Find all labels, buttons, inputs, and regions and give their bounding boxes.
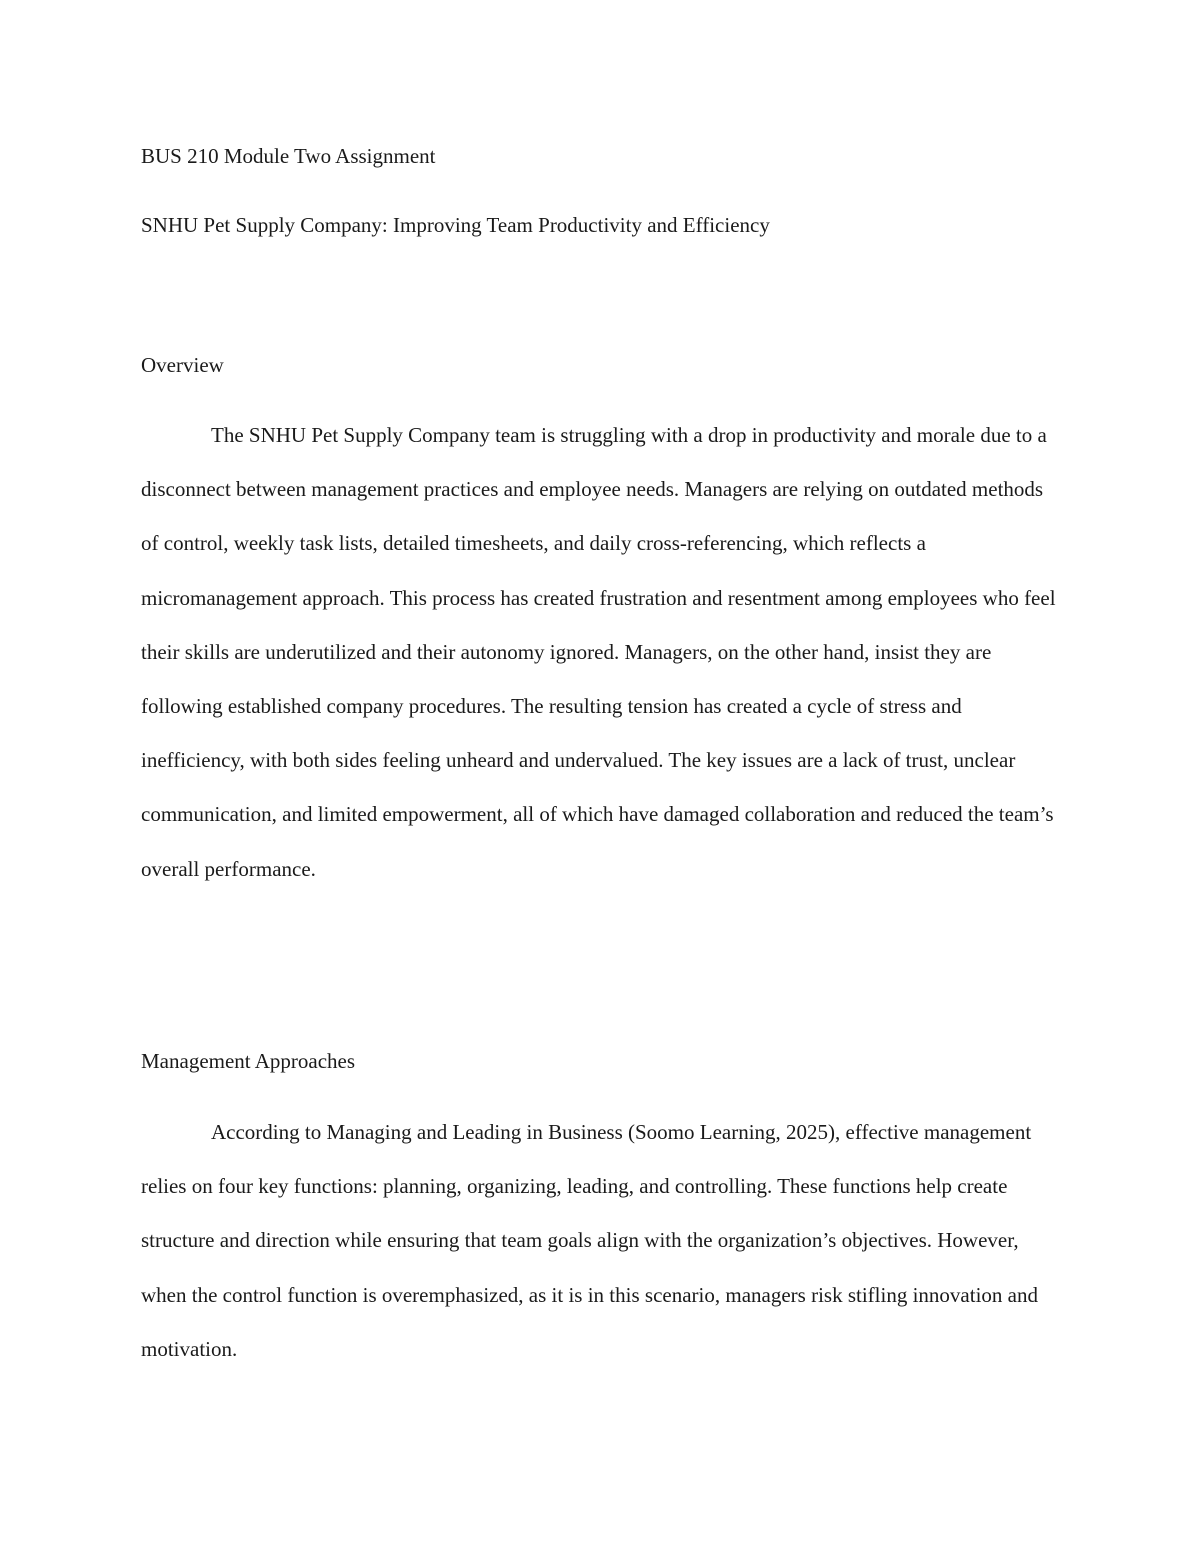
course-line: BUS 210 Module Two Assignment [141, 144, 436, 168]
section-heading-overview: Overview [141, 353, 224, 377]
section-heading-management-approaches: Management Approaches [141, 1049, 356, 1073]
management-approaches-paragraph: According to Managing and Leading in Business (Soomo Learning, 2025), effective management relies on four key functions: planning, organizing, leading, and controlling. These functions help create structure and direction while ensuring that team goals align with the organization’s objectives. However, when the control function is overemphasized, as it is in this scenario, managers risk stifling innovation and motivation. [141, 1120, 1038, 1361]
document-title: SNHU Pet Supply Company: Improving Team Productivity and Efficiency [141, 213, 770, 237]
overview-paragraph: The SNHU Pet Supply Company team is struggling with a drop in productivity and morale due to a disconnect between management practices and employee needs. Managers are relying on outdated methods of control, weekly task lists, detailed timesheets, and daily cross-referencing, which reflects a micromanagement approach. This process has created frustration and resentment among employees who feel their skills are underutilized and their autonomy ignored. Managers, on the other hand, insist they are following established company procedures. The resulting tension has created a cycle of stress and inefficiency, with both sides feeling unheard and undervalued. The key issues are a lack of trust, unclear communication, and limited empowerment, all of which have damaged collaboration and reduced the team’s overall performance. [141, 423, 1056, 881]
